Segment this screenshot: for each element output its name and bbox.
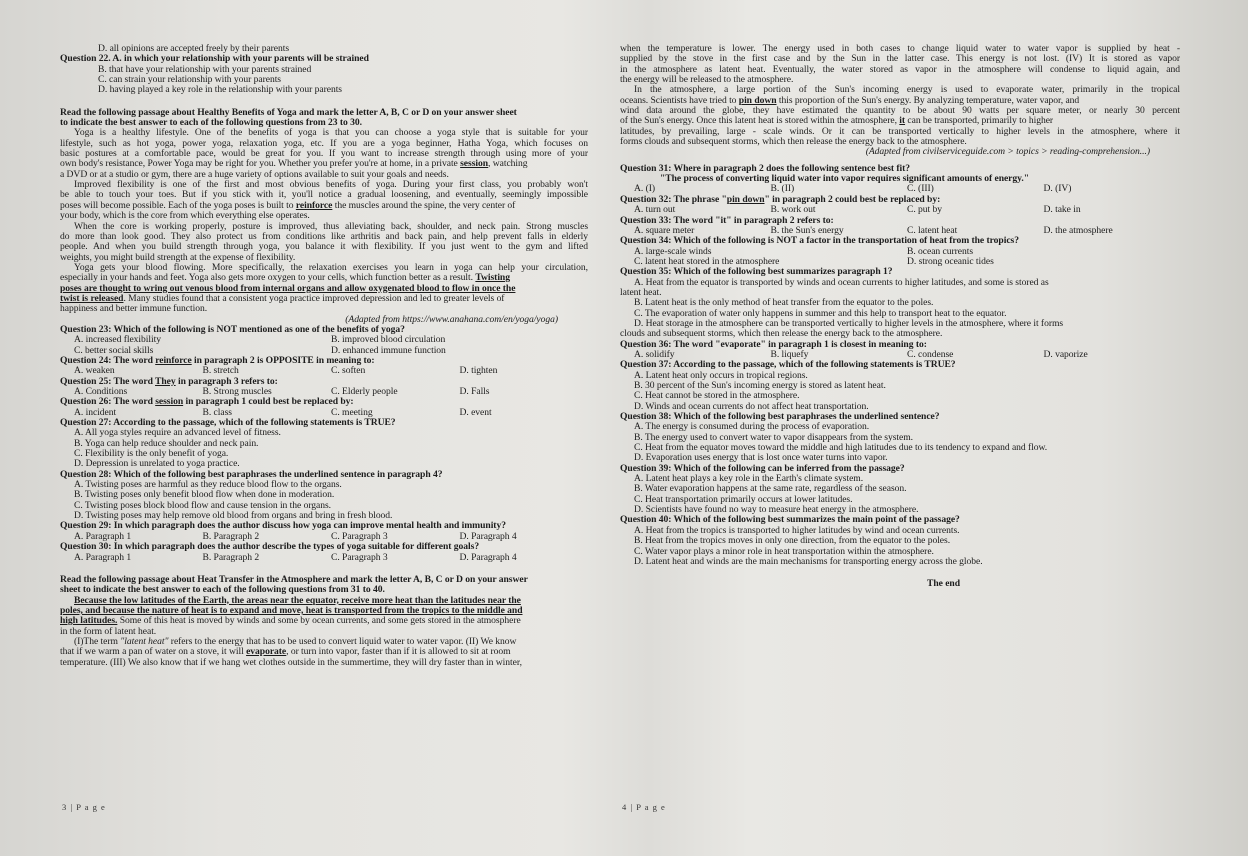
q31-option-b: B. (II) (770, 183, 795, 195)
passage2-line: the energy will be released to the atmosphere. (620, 75, 794, 86)
passage2-instruction: Read the following passage about Heat Transfer in the Atmosphere and mark the letter A, B, C or D on your answer (60, 574, 528, 585)
q27-option-b: B. Yoga can help reduce shoulder and neck pain. (74, 438, 259, 449)
q26-option-a: A. incident (74, 406, 117, 418)
q29-option-d: D. Paragraph 4 (459, 530, 517, 542)
q35-option-b: B. Latent heat is the only method of heat transfer from the equator to the poles. (634, 298, 934, 309)
q30-options (60, 553, 588, 563)
passage2-line: when the temperature is lower. The energy used in both cases to change liquid water to water vapor is supplied by heat - (620, 43, 1180, 54)
q35-option-d: D. Heat storage in the atmosphere can be transported vertically to higher levels in the atmosphere, where it forms (634, 318, 1064, 329)
q34-option-d: D. strong oceanic tides (907, 255, 994, 267)
q40-option-b: B. Heat from the tropics moves in only one direction, from the equator to the poles. (634, 536, 951, 547)
page-3-column (60, 44, 588, 668)
underlined-pin-down: pin down (738, 95, 777, 106)
passage1-line: poses will become possible. Each of the yoga poses is built to reinforce the muscles around the spine, the very center of (60, 200, 516, 211)
q24-option-d: D. tighten (459, 365, 498, 377)
q24-option-b: B. stretch (202, 365, 239, 377)
q40-option-c: C. Water vapor plays a minor role in heat transportation within the atmosphere. (634, 546, 934, 557)
q31-option-a: A. (I) (634, 183, 656, 195)
q35-option-a: A. Heat from the equator is transported by winds and ocean currents to higher latitudes, and some is stored as (634, 277, 1049, 288)
q38-option-d: D. Evaporation uses energy that is lost once water turns into vapor. (634, 453, 888, 464)
underlined-passage-sentence: Because the low latitudes of the Earth, the areas near the equator, receive more heat than the latitudes near the (74, 595, 521, 606)
q24-option-a: A. weaken (74, 365, 115, 377)
page-number-4: 4 | P a g e (622, 802, 666, 812)
q32-option-a: A. turn out (634, 204, 676, 216)
q24-stem: Question 24: The word reinforce in paragraph 2 is OPPOSITE in meaning to: (60, 355, 375, 366)
underlined-it: it (899, 116, 906, 127)
q23-option-d: D. enhanced immune function (331, 344, 446, 356)
q34-option-b: B. ocean currents (907, 245, 974, 257)
q22-option-b: B. that have your relationship with your parents strained (98, 64, 312, 75)
passage1-line: your body, which is the core from which everything else operates. (60, 211, 310, 222)
passage2-line: forms clouds and subsequent storms, which then release the energy back to the atmosphere. (620, 137, 967, 148)
passage1-line: people. And when you build strength through yoga, you balance it with flexibility. If you just went to the gym and lifted (60, 241, 588, 253)
q38-option-b: B. The energy used to convert water to vapor disappears from the system. (634, 432, 913, 443)
q28-option-c: C. Twisting poses block blood flow and cause tension in the organs. (74, 500, 332, 511)
passage2-line: latitudes, by prevailing, large - scale winds. Or it can be transported vertically to higher levels in the atmosphere, where it (620, 125, 1180, 137)
q32-option-b: B. work out (770, 204, 816, 216)
q29-option-c: C. Paragraph 3 (331, 530, 388, 542)
q39-option-c: C. Heat transportation primarily occurs at lower latitudes. (634, 494, 853, 505)
q25-option-d: D. Falls (459, 386, 490, 397)
q37-option-d: D. Winds and ocean currents do not affect heat transportation. (634, 401, 869, 412)
passage1-line: a DVD or at a studio or gym, there are a huge variety of options available to suit your goals and needs. (60, 169, 449, 180)
q31-quote: "The process of converting liquid water into vapor requires significant amounts of energy." (660, 174, 1029, 185)
q33-option-b: B. the Sun's energy (770, 224, 844, 236)
q26-option-d: D. event (459, 406, 492, 418)
q35-option-c: C. The evaporation of water only happens in summer and this help to transport heat to the equator. (634, 308, 1007, 319)
q38-stem: Question 38: Which of the following best paraphrases the underlined sentence? (620, 412, 940, 423)
q27-option-a: A. All yoga styles require an advanced level of fitness. (74, 428, 281, 439)
q32-options (620, 205, 1180, 215)
q23-stem: Question 23: Which of the following is NOT mentioned as one of the benefits of yoga? (60, 324, 405, 335)
q35-option-d-cont: clouds and subsequent storms, which then release the energy back to the atmosphere. (620, 329, 943, 340)
q35-option-a-cont: latent heat. (620, 287, 662, 298)
passage1-line: Improved flexibility is one of the first and most obvious benefits of yoga. During your first class, you probably won't (74, 179, 588, 191)
q28-option-b: B. Twisting poses only benefit blood flow when done in moderation. (74, 490, 335, 501)
passage2-line: (I)The term "latent heat" refers to the energy that has to be used to convert liquid water to water vapor. (II) We know (74, 636, 517, 647)
q23-option-c: C. better social skills (74, 344, 154, 356)
passage1-line: own body's resistance, Power Yoga may be right for you. Whether you prefer you're at home, in a private session, watching (60, 159, 528, 170)
q33-option-a: A. square meter (634, 224, 695, 236)
q22-option-d: D. having played a key role in the relationship with your parents (98, 85, 342, 96)
q22-stem: Question 22. A. in which your relationship with your parents will be strained (60, 54, 369, 65)
passage2-source: (Adapted from civilserviceguide.com > topics > reading-comprehension...) (865, 147, 1150, 158)
q26-stem: Question 26: The word session in paragraph 1 could best be replaced by: (60, 397, 354, 408)
passage2-line: temperature. (III) We also know that if we hang wet clothes outside in the summertime, they will dry faster than in winter, (60, 657, 522, 668)
q23-option-a: A. increased flexibility (74, 334, 161, 346)
q30-option-a: A. Paragraph 1 (74, 551, 132, 563)
q36-option-c: C. condense (907, 348, 954, 360)
passage1-instruction: Read the following passage about Healthy Benefits of Yoga and mark the letter A, B, C or D on your answer sheet (60, 107, 517, 118)
passage1-line: be able to touch your toes. But if you stick with it, you'll notice a gradual loosening, and eventually, seemingly impossible (60, 189, 588, 201)
q36-stem: Question 36: The word "evaporate" in paragraph 1 is closest in meaning to: (620, 339, 927, 350)
passage2-line: oceans. Scientists have tried to pin down this proportion of the Sun's energy. By analyzing temperature, water vapor, and (620, 95, 1080, 106)
q24-options (60, 366, 588, 376)
q27-option-d: D. Depression is unrelated to yoga practice. (74, 459, 240, 470)
passage1-line: Yoga is a healthy lifestyle. One of the benefits of yoga is that you can choose a yoga style that is suitable for your (74, 127, 588, 139)
q39-option-a: A. Latent heat plays a key role in the Earth's climate system. (634, 474, 864, 485)
q32-stem: Question 32: The phrase "pin down" in paragraph 2 could best be replaced by: (620, 194, 941, 205)
q29-stem: Question 29: In which paragraph does the author discuss how yoga can improve mental health and immunity? (60, 521, 506, 532)
q27-stem: Question 27: According to the passage, which of the following statements is TRUE? (60, 418, 396, 429)
q34-option-a: A. large-scale winds (634, 245, 712, 257)
q27-option-c: C. Flexibility is the only benefit of yoga. (74, 449, 229, 460)
passage2-line: high latitudes. Some of this heat is moved by winds and some by ocean currents, and some gets stored in the atmosphere (60, 616, 521, 627)
q26-option-c: C. meeting (331, 406, 373, 418)
q24-option-c: C. soften (331, 365, 366, 377)
passage2-line: that if we warm a pan of water on a stove, it will evaporate, or turn into vapor, faster than if it is allowed to sit at room (60, 647, 511, 658)
passage1-line: twist is released. Many studies found that a consistent yoga practice improved depression and led to greater levels of (60, 293, 505, 304)
q30-option-d: D. Paragraph 4 (459, 551, 517, 563)
q31-options (620, 184, 1180, 194)
passage1-line: When the core is working properly, posture is improved, thus alleviating back, shoulder, and neck pain. Strong muscles (74, 220, 588, 232)
passage2-line: wind data around the globe, they have estimated the quantity to be about 90 watts per square meter, or nearly 30 percent (620, 105, 1180, 117)
q25-option-c: C. Elderly people (331, 386, 398, 397)
passage2-line: in the atmosphere as latent heat. Eventually, the water stored as vapor in the atmosphere will condense to liquid again, and (620, 63, 1180, 75)
q37-option-c: C. Heat cannot be stored in the atmosphere. (634, 391, 800, 402)
q23-options (60, 346, 588, 356)
q28-stem: Question 28: Which of the following best paraphrases the underlined sentence in paragraph 4? (60, 469, 443, 480)
q28-option-d: D. Twisting poses may help remove old blood from organs and bring in fresh blood. (74, 511, 393, 522)
q39-option-b: B. Water evaporation happens at the same rate, regardless of the season. (634, 484, 907, 495)
passage1-line: weights, you might build strength at the expense of flexibility. (60, 252, 296, 263)
q40-option-a: A. Heat from the tropics is transported to higher latitudes by wind and ocean currents. (634, 525, 960, 536)
q33-option-d: D. the atmosphere (1043, 224, 1113, 236)
q29-option-b: B. Paragraph 2 (202, 530, 260, 542)
passage2-instruction-2: sheet to indicate the best answer to each of the following questions from 31 to 40. (60, 585, 385, 596)
q40-option-d: D. Latent heat and winds are the main mechanisms for transporting energy across the globe. (634, 556, 983, 567)
end-marker: The end (927, 579, 960, 590)
q38-option-c: C. Heat from the equator moves toward the middle and high latitudes due to its tendency to expand and flow. (634, 443, 1048, 454)
q29-options (60, 532, 588, 542)
q31-option-d: D. (IV) (1043, 183, 1072, 195)
q36-option-a: A. solidify (634, 348, 675, 360)
passage1-line: basic postures at a comfortable pace, would be great for you. If you want to increase strength through using more of your (60, 148, 588, 160)
q26-options (60, 408, 588, 418)
q39-option-d: D. Scientists have found no way to measure heat energy in the atmosphere. (634, 505, 919, 516)
page-4-column (620, 44, 1180, 590)
q25-options (60, 387, 588, 397)
q30-option-b: B. Paragraph 2 (202, 551, 260, 563)
q25-stem: Question 25: The word They in paragraph 3 refers to: (60, 376, 278, 387)
q22-option-c: C. can strain your relationship with your parents (98, 75, 281, 86)
q25-option-b: B. Strong muscles (202, 386, 272, 397)
underlined-sentence: twist is released (60, 293, 124, 304)
q32-option-d: D. take in (1043, 204, 1081, 216)
passage1-line: lifestyle, such as hot yoga, power yoga, relaxation yoga, etc. If you are a yoga beginner, Hatha Yoga, which focuses on (60, 137, 588, 149)
q35-stem: Question 35: Which of the following best summarizes paragraph 1? (620, 267, 893, 278)
q22-option-d-prev: D. all opinions are accepted freely by their parents (98, 44, 290, 54)
q34-option-c: C. latent heat stored in the atmosphere (634, 255, 780, 267)
passage1-instruction-2: to indicate the best answer to each of the following questions from 23 to 30. (60, 118, 362, 129)
passage2-line: In the atmosphere, a large portion of the Sun's incoming energy is used to evaporate water, primarily in the tropical (634, 84, 1180, 96)
q25-option-a: A. Conditions (74, 386, 128, 397)
q31-option-c: C. (III) (907, 183, 934, 195)
q37-option-b: B. 30 percent of the Sun's incoming energy is stored as latent heat. (634, 381, 886, 391)
q36-options (620, 350, 1180, 360)
q30-stem: Question 30: In which paragraph does the author describe the types of yoga suitable for different goals? (60, 542, 480, 553)
q39-stem: Question 39: Which of the following can be inferred from the passage? (620, 463, 905, 474)
underlined-sentence: Twisting (475, 273, 510, 284)
q37-stem: Question 37: According to the passage, which of the following statements is TRUE? (620, 360, 956, 371)
q34-stem: Question 34: Which of the following is NOT a factor in the transportation of heat from the tropics? (620, 236, 1019, 247)
passage1-line: especially in your hands and feet. Yoga also gets more oxygen to your cells, which function better as a result. Twisting (60, 273, 510, 284)
q26-option-b: B. class (202, 406, 232, 418)
underlined-session: session (460, 159, 489, 170)
passage2-line: in the form of latent heat. (60, 626, 157, 637)
q36-option-b: B. liquefy (770, 348, 809, 360)
q34-options (620, 257, 1180, 267)
q30-option-c: C. Paragraph 3 (331, 551, 388, 563)
q40-stem: Question 40: Which of the following best summarizes the main point of the passage? (620, 515, 960, 526)
q33-stem: Question 33: The word "it" in paragraph 2 refers to: (620, 215, 834, 226)
passage1-line: do more than look good. They also protect us from conditions like arthritis and back pain, and help prevent falls in elderly (60, 230, 588, 242)
q29-option-a: A. Paragraph 1 (74, 530, 132, 542)
page-number-3: 3 | P a g e (62, 802, 106, 812)
q23-option-b: B. improved blood circulation (331, 334, 446, 346)
q32-option-c: C. put by (907, 204, 942, 216)
passage1-line: happiness and better immune function. (60, 304, 208, 315)
underlined-evaporate: evaporate (246, 647, 287, 658)
q28-option-a: A. Twisting poses are harmful as they reduce blood flow to the organs. (74, 480, 342, 491)
q33-option-c: C. latent heat (907, 224, 958, 236)
passage2-line: of the Sun's energy. Once this latent heat is stored within the atmosphere, it can be transported, primarily to higher (620, 116, 1054, 127)
q31-stem: Question 31: Where in paragraph 2 does the following sentence best fit? (620, 163, 911, 174)
passage2-line: supplied by the stove in the first case and by the Sun in the latter case. This energy is not lost. (IV) It is stored as vapor (620, 53, 1180, 65)
q33-options (620, 226, 1180, 236)
q38-option-a: A. The energy is consumed during the process of evaporation. (634, 422, 870, 433)
passage1-source: (Adapted from https://www.anahana.com/en/yoga/yoga) (345, 314, 558, 325)
underlined-passage-sentence: poles, and because the nature of heat is to expand and move, heat is transported from the tropics to the middle and (60, 605, 523, 616)
q36-option-d: D. vaporize (1043, 348, 1088, 360)
q37-option-a: A. Latent heat only occurs in tropical regions. (634, 370, 808, 381)
passage1-line: Yoga gets your blood flowing. More specifically, the relaxation exercises you learn in yoga can help your circulation, (74, 261, 588, 273)
underlined-sentence: poses are thought to wring out venous blood from internal organs and allow oxygenated blood to flow in once the (60, 283, 516, 294)
underlined-reinforce: reinforce (295, 200, 333, 211)
